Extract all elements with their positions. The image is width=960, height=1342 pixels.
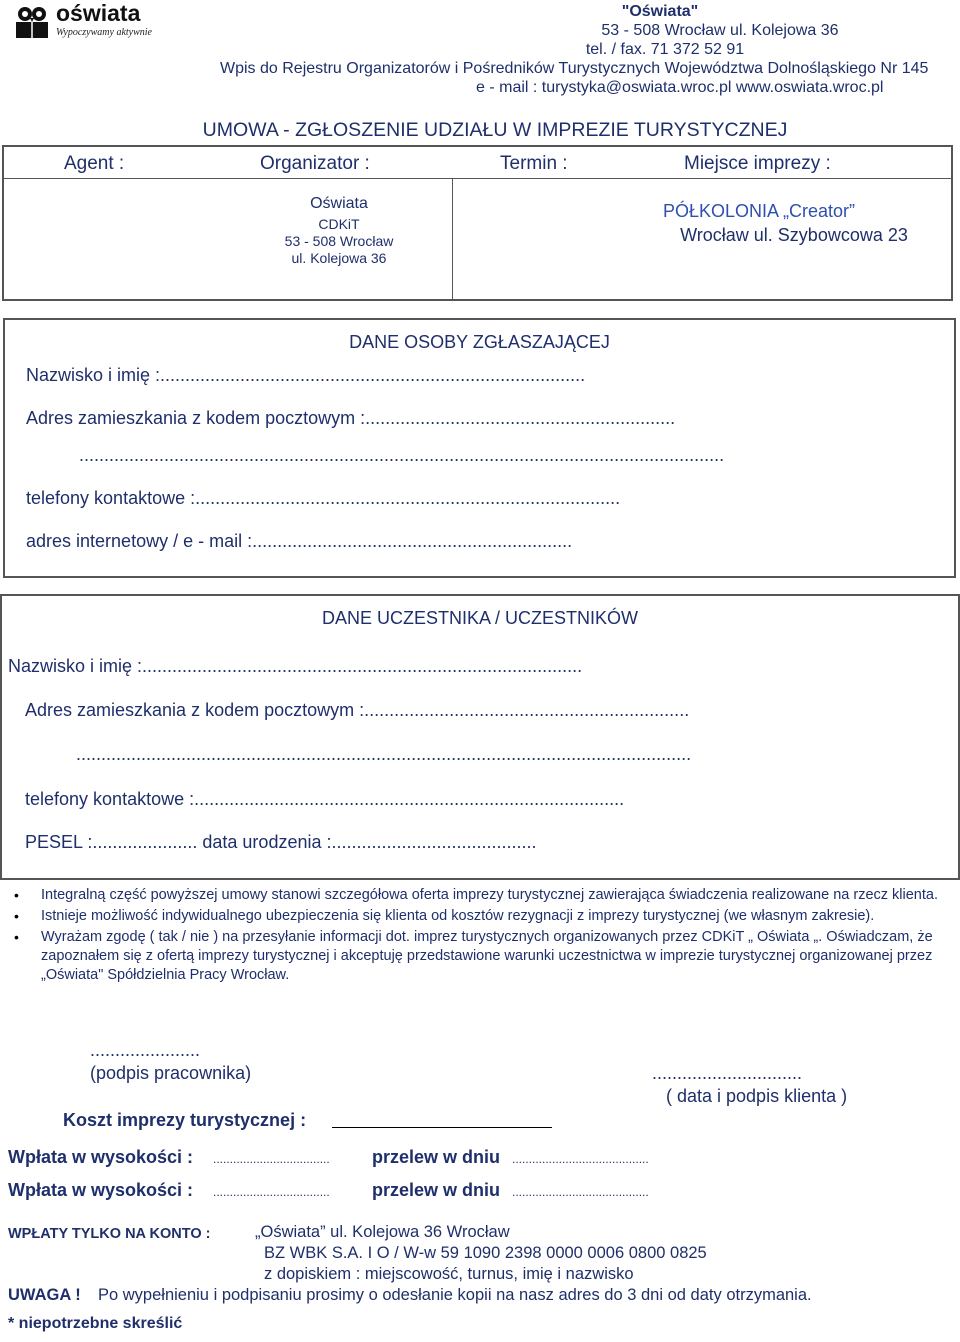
logo bbox=[12, 2, 162, 44]
contract-box bbox=[2, 145, 953, 301]
applicant-address-field[interactable]: Adres zamieszkania z kodem pocztowym :.............................................................. bbox=[26, 408, 676, 428]
logo-title: oświata bbox=[56, 0, 141, 26]
column-divider bbox=[452, 178, 453, 299]
payment2-field[interactable]: ................................... bbox=[213, 1185, 330, 1199]
logo-subtitle: Wypoczywamy aktywnie bbox=[56, 27, 152, 38]
cost-label: Koszt imprezy turystycznej : bbox=[63, 1110, 307, 1130]
term-label: Termin : bbox=[500, 153, 568, 174]
account-label: WPŁATY TYLKO NA KONTO : bbox=[8, 1226, 211, 1242]
company-address: 53 - 508 Wrocław ul. Kolejowa 36 bbox=[601, 22, 839, 39]
company-phone: tel. / fax. 71 372 52 91 bbox=[585, 41, 745, 58]
footnote: * niepotrzebne skreślić bbox=[8, 1315, 183, 1332]
applicant-title: DANE OSOBY ZGŁASZAJĄCEJ bbox=[349, 332, 610, 352]
applicant-box bbox=[3, 318, 956, 578]
note-item: • Istnieje możliwość indywidualnego ubezpieczenia się klienta od kosztów rezygnacji z imprezy turystycznej (we własnym zakresie). bbox=[14, 907, 944, 926]
email-line[interactable]: e - mail : turystyka@oswiata.wroc.pl www.oswiata.wroc.pl bbox=[476, 79, 884, 96]
registry-line: Wpis do Rejestru Organizatorów i Pośredników Turystycznych Województwa Dolnośląskiego Nr 145 bbox=[220, 60, 929, 77]
account-holder: „Oświata” ul. Kolejowa 36 Wrocław bbox=[255, 1223, 510, 1241]
note-item: • Integralną część powyższej umowy stanowi szczegółowa oferta imprezy turystycznej zawierająca świadczenia realizowane na rzecz klienta. bbox=[14, 886, 944, 905]
client-signature-line[interactable]: .............................. bbox=[652, 1063, 803, 1083]
notes-list bbox=[14, 886, 944, 987]
organizer-name: Oświata bbox=[310, 195, 368, 212]
header-divider bbox=[4, 178, 951, 179]
organizer-label: Organizator : bbox=[260, 153, 370, 174]
payment2-label: Wpłata w wysokości : bbox=[8, 1180, 194, 1200]
cost-input-line[interactable] bbox=[332, 1127, 552, 1128]
participant-pesel-field[interactable]: PESEL :..................... data urodzenia :......................................... bbox=[25, 832, 537, 852]
transfer1-field[interactable]: ......................................... bbox=[512, 1152, 649, 1166]
contract-title: UMOWA - ZGŁOSZENIE UDZIAŁU W IMPREZIE TURYSTYCZNEJ bbox=[202, 119, 788, 141]
organizer-street: ul. Kolejowa 36 bbox=[291, 250, 387, 266]
agent-label: Agent : bbox=[64, 153, 125, 174]
warning-text: Po wypełnieniu i podpisaniu prosimy o odesłanie kopii na nasz adres do 3 dni od daty otrzymania. bbox=[98, 1286, 812, 1304]
event-name: PÓŁKOLONIA „Creator” bbox=[662, 201, 856, 221]
payment1-field[interactable]: ................................... bbox=[213, 1152, 330, 1166]
applicant-phone-field[interactable]: telefony kontaktowe :..................................................................................... bbox=[26, 488, 621, 508]
participant-title: DANE UCZESTNIKA / UCZESTNIKÓW bbox=[321, 608, 639, 628]
participant-address-field[interactable]: Adres zamieszkania z kodem pocztowym :................................................................. bbox=[25, 700, 690, 720]
owl-book-icon bbox=[14, 4, 50, 40]
payment1-label: Wpłata w wysokości : bbox=[8, 1147, 194, 1167]
organizer-sub: CDKiT bbox=[318, 216, 360, 232]
event-place: Wrocław ul. Szybowcowa 23 bbox=[680, 225, 908, 245]
employee-signature-label: (podpis pracownika) bbox=[90, 1063, 252, 1083]
transfer1-label: przelew w dniu bbox=[372, 1147, 501, 1167]
organizer-city: 53 - 508 Wrocław bbox=[284, 233, 394, 249]
applicant-address-cont-field[interactable]: ................................................................................................................................. bbox=[79, 445, 725, 465]
warning-label: UWAGA ! bbox=[8, 1286, 81, 1304]
transfer2-field[interactable]: ......................................... bbox=[512, 1185, 649, 1199]
participant-box bbox=[0, 594, 960, 880]
transfer2-label: przelew w dniu bbox=[372, 1180, 501, 1200]
employee-signature-line[interactable]: ...................... bbox=[90, 1040, 201, 1060]
account-note: z dopiskiem : miejscowość, turnus, imię i nazwisko bbox=[264, 1265, 634, 1283]
place-label: Miejsce imprezy : bbox=[684, 153, 831, 174]
client-signature-label: ( data i podpis klienta ) bbox=[666, 1086, 848, 1106]
note-item: • Wyrażam zgodę ( tak / nie ) na przesyłanie informacji dot. imprez turystycznych organizowanych przez CDKiT „ Oświata „. Oświadczam, że zapoznałem się z ofertą imprezy turystycznej i akceptuję przedstawione warunki uczestnictwa w imprezie turystycznej organizowanej przez „Oświata" Spółdzielnia Pracy Wrocław. bbox=[14, 928, 944, 985]
participant-phone-field[interactable]: telefony kontaktowe :...................................................................................... bbox=[25, 789, 625, 809]
company-name: "Oświata" bbox=[621, 3, 699, 20]
account-number: BZ WBK S.A. I O / W-w 59 1090 2398 0000 0006 0800 0825 bbox=[264, 1244, 707, 1262]
participant-name-field[interactable]: Nazwisko i imię :........................................................................................ bbox=[8, 656, 583, 676]
participant-address-cont-field[interactable]: ........................................................................................................................... bbox=[76, 744, 692, 764]
applicant-name-field[interactable]: Nazwisko i imię :..................................................................................... bbox=[26, 365, 586, 385]
applicant-email-field[interactable]: adres internetowy / e - mail :................................................................ bbox=[26, 531, 573, 551]
